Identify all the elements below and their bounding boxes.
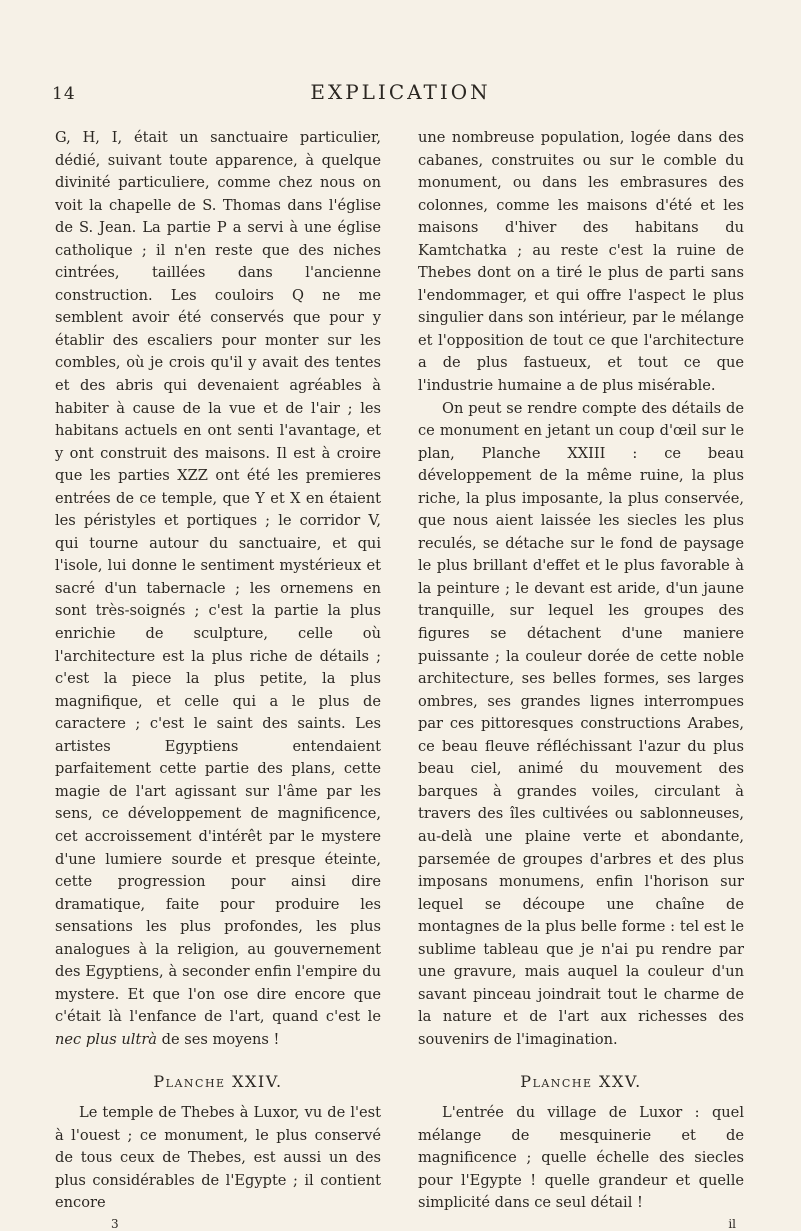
catchword: il [728,1216,736,1231]
paragraph: une nombreuse population, logée dans des cabanes, construites ou sur le comble du monument, ou dans les embrasures des colonnes, comme les maisons d'été et les maisons d'hiver des habitans du Kamtchatka ; au reste c'est la ruine de Thebes dont on a tiré le plus de parti sans l'endommager, et qui offre l'aspect le plus singulier dans son intérieur, par le mélange et l'opposition de tout ce que l'architecture a de plus fastueux, et tout ce que l'industrie humaine a de plus misérable. [418,129,744,395]
page-number: 14 [52,84,76,104]
paragraph: Le temple de Thebes à Luxor, vu de l'est à l'ouest ; ce monument, le plus conservé de tous ceux de Thebes, est aussi un des plus considérables de l'Egypte ; il contient encore [55,1103,381,1212]
paragraph-text-end: de ses moyens ! [157,1030,280,1048]
italic-phrase: nec plus ultrà [55,1030,157,1048]
section-heading-planche-xxiv: Planche XXIV. [153,1072,283,1092]
paragraph: L'entrée du village de Luxor : quel mélange de mesquinerie et de magnificence ; quelle échelle des siecles pour l'Egypte ! quelle grandeur et quelle simplicité dans ce seul détail ! [418,1103,744,1212]
paragraph-text: G, H, I, était un sanctuaire particulier, dédié, suivant toute apparence, à quelque divinité particuliere, comme chez nous on voit la chapelle de S. Thomas dans l'église de S. Jean. La partie P a servi à une église catholique ; il n'en reste que des niches cintrées, taillées dans l'ancienne construction. Les couloirs Q ne me semblent avoir été conservés que pour y établir des escaliers pour monter sur les combles, où je crois qu'il y avait des tentes et des abris qui devenaient agréables à habiter à cause de la vue et de l'air ; les habitans actuels en ont senti l'avantage, et y ont construit des maisons. Il est à croire que les parties XZZ ont été les premieres entrées de ce temple, que Y et X en étaient les péristyles et portiques ; le corridor V, qui tourne autour du sanctuaire, et qui l'isole, lui donne le sentiment mystérieux et sacré d'un tabernacle ; les ornemens en sont très-soignés ; c'est la partie la plus enrichie de sculpture, celle où l'architecture est la plus riche de détails ; c'est la piece la plus petite, la plus magnifique, et celle qui a le plus de caractere ; c'est le saint des saints. Les artistes Egyptiens entendaient parfaitement cette partie des plans, cette magie de l'art agissant sur l'âme par les sens, ce développement de magnificence, cet accroissement d'intérêt par le mystere d'une lumiere sourde et presque éteinte, cette progression pour ainsi dire dramatique, faite pour produire les sensations les plus profondes, les plus analogues à la religion, au gouvernement des Egyptiens, à seconder enfin l'empire du mystere. Et que l'on ose dire encore que c'était là l'enfance de l'art, quand c'est le [55,129,381,1026]
paragraph: On peut se rendre compte des détails de ce monument en jetant un coup d'œil sur le plan, Planche XXIII : ce beau développement de la même ruine, la plus riche, la plus imposante, la plus conservée, que nous aient laissée les siecles les plus reculés, se détache sur le fond de paysage le plus brillant d'effet et le plus favorable à la peinture ; le devant est aride, d'un jaune tranquille, sur lequel les groupes des figures se détachent d'une maniere puissante ; la couleur dorée de cette noble architecture, ses belles formes, ses larges ombres, ses grandes lignes interrompues par ces pittoresques constructions Arabes, ce beau fleuve réfléchissant l'azur du plus beau ciel, animé du mouvement des barques à grandes voiles, circulant à travers des îles cultivées ou sablonneuses, au-delà une plaine verte et abondante, parsemée de groupes d'arbres et des plus imposans monumens, enfin l'horison sur lequel se découpe une chaîne de montagnes de la plus belle forme : tel est le sublime tableau que je n'ai pu rendre par une gravure, mais auquel la couleur d'un savant pinceau joindrait tout le charme de la nature et de l'art aux richesses des souvenirs de l'imagination. [418,399,744,1048]
right-column [418,127,744,1231]
signature-mark: 3 [111,1216,119,1231]
left-column [55,127,381,1231]
paragraph [55,127,381,1051]
running-head: EXPLICATION [310,80,491,104]
section-heading-planche-xxv: Planche XXV. [520,1072,642,1092]
